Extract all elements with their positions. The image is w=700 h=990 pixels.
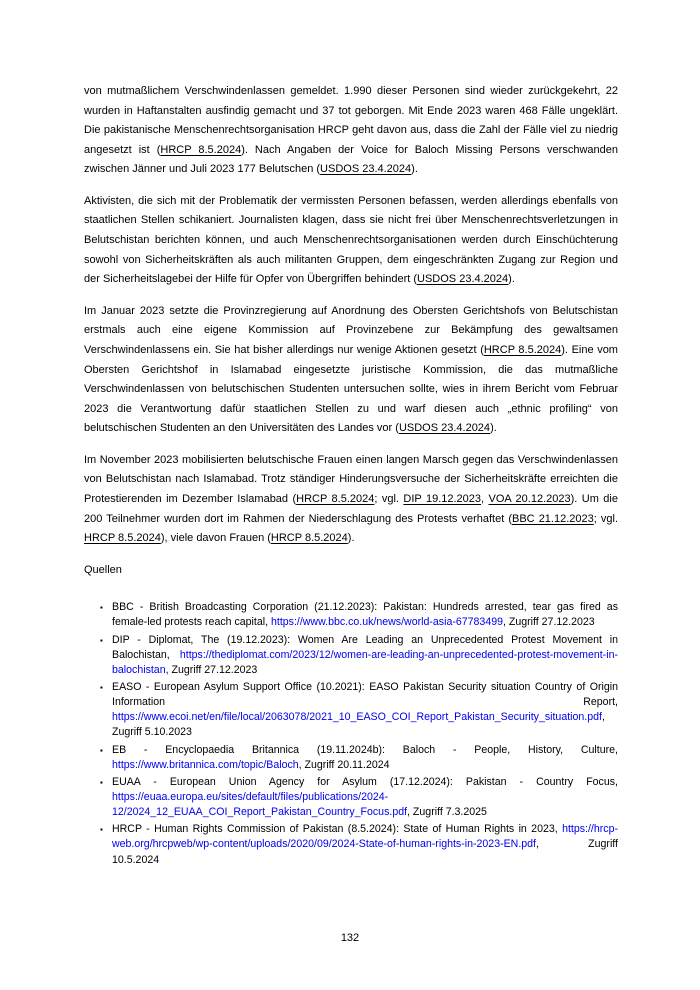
paragraph-text: ).: [347, 532, 355, 545]
paragraph-text: ). Nach Angaben der Voice for Baloch Missing Persons verschwanden zwischen Jänner und Juli 2023 177 Belutschen (: [84, 143, 618, 176]
bullet-icon: ▪: [100, 683, 103, 692]
source-item: [100, 600, 618, 630]
source-text: [112, 680, 618, 741]
citation-reference[interactable]: HRCP 8.5.2024: [84, 532, 161, 545]
source-link[interactable]: https://www.bbc.co.uk/news/world-asia-67783499: [270, 616, 503, 629]
source-access-date: , Zugriff 5.10.2023: [112, 711, 605, 739]
paragraph-text: ).: [508, 273, 515, 286]
page-number: 132: [340, 932, 360, 944]
source-item: [100, 775, 618, 820]
paragraph-text: ), viele davon Frauen (: [160, 532, 271, 545]
citation-reference[interactable]: HRCP 8.5.2024: [296, 492, 375, 505]
body-paragraph: [84, 192, 618, 290]
document-body: [84, 82, 618, 549]
source-description: HRCP - Human Rights Commission of Pakistan (8.5.2024): State of Human Rights in 2023,: [112, 823, 563, 836]
paragraph-text: Im November 2023 mobilisierten belutschische Frauen einen langen Marsch gegen das Verschwindenlassen von Belutschistan nach Islamabad. Trotz ständiger Hinderungsversuche der Sicherheitskräfte erreichten die Protestierenden im Dezember Islamabad (: [84, 453, 618, 505]
paragraph-text: von mutmaßlichem Verschwindenlassen gemeldet. 1.990 dieser Personen sind wieder zurückgekehrt, 22 wurden in Haftanstalten ausfindig gemacht und 37 tot geborgen. Mit Ende 2023 waren 468 Fälle ungeklärt. Die pakistanische Menschenrechtsorganisation HRCP geht davon aus, dass die Zahl der Fälle viel zu niedrig angesetzt ist (: [84, 85, 618, 156]
body-paragraph: [84, 82, 618, 180]
source-access-date: , Zugriff 7.3.2025: [407, 806, 487, 819]
source-item: [100, 822, 618, 867]
source-access-date: , Zugriff 10.5.2024: [112, 838, 618, 866]
paragraph-text: Im Januar 2023 setzte die Provinzregierung auf Anordnung des Obersten Gerichtshofs von Belutschistan erstmals auch eine eigene Kommission auf Provinzebene zur Bekämpfung des gewaltsamen Verschwindenlassens ein. Sie hat bisher allerdings nur wenige Aktionen gesetzt (: [84, 304, 618, 356]
source-text: [112, 775, 618, 820]
source-access-date: , Zugriff 20.11.2024: [298, 758, 390, 771]
paragraph-text: ). Um die 200 Teilnehmer wurden dort im Rahmen der Niederschlagung des Protests verhaftet (: [84, 492, 618, 525]
citation-reference[interactable]: DIP 19.12.2023: [403, 492, 482, 505]
bullet-icon: ▪: [100, 825, 103, 835]
source-item: [100, 680, 618, 741]
source-description: DIP - Diplomat, The (19.12.2023): Women Are Leading an Unprecedented Protest Movement in Balochistan,: [112, 633, 618, 661]
document-content: [84, 82, 618, 870]
paragraph-text: ,: [481, 492, 489, 505]
paragraph-text: ; vgl.: [593, 512, 618, 525]
source-description: EASO - European Asylum Support Office (10.2021): EASO Pakistan Security situation Country of Origin Information Report,: [112, 681, 618, 709]
source-access-date: , Zugriff 27.12.2023: [165, 663, 258, 676]
source-link[interactable]: https://hrcp-web.org/hrcpweb/wp-content/uploads/2020/09/2024-State-of-human-rights-in-2023-EN.pdf: [112, 823, 618, 851]
paragraph-text: ; vgl.: [374, 492, 404, 505]
citation-reference[interactable]: USDOS 23.4.2024: [320, 163, 412, 176]
source-link[interactable]: https://thediplomat.com/2023/12/women-are-leading-an-unprecedented-protest-movement-in-balochistan: [112, 648, 618, 676]
sources-heading: Quellen: [84, 563, 122, 576]
source-link[interactable]: https://euaa.europa.eu/sites/default/files/publications/2024-12/2024_12_EUAA_COI_Report_Pakistan_Country_Focus.pdf: [112, 790, 408, 819]
bullet-icon: ▪: [100, 745, 103, 755]
paragraph-text: ).: [411, 163, 418, 176]
bullet-icon: ▪: [100, 635, 103, 645]
citation-reference[interactable]: BBC 21.12.2023: [512, 512, 594, 525]
source-text: [112, 743, 618, 773]
citation-reference[interactable]: HRCP 8.5.2024: [270, 532, 348, 545]
citation-reference[interactable]: VOA 20.12.2023: [488, 492, 571, 505]
source-access-date: , Zugriff 27.12.2023: [503, 616, 595, 629]
paragraph-text: Aktivisten, die sich mit der Problematik der vermissten Personen befassen, werden allerdings ebenfalls von staatlichen Stellen schikaniert. Journalisten klagen, dass sie nicht frei über Menschenrechtsverletzungen in Belutschistan berichten können, und auch Menschenrechtsorganisationen werden durch Einschüchterung sowohl von Sicherheitskräften als auch militanten Gruppen, dem eingeschränkten Zugang zur Region und der Sicherheitslagebei der Hilfe für Opfer von Übergriffen behindert (: [84, 194, 618, 286]
sources-list: [100, 600, 618, 867]
paragraph-text: ).: [490, 422, 497, 435]
citation-reference[interactable]: HRCP 8.5.2024: [483, 343, 562, 356]
source-description: EB - Encyclopaedia Britannica (19.11.2024b): Baloch - People, History, Culture,: [112, 743, 618, 756]
source-link[interactable]: https://www.britannica.com/topic/Baloch: [112, 758, 299, 771]
source-link[interactable]: https://www.ecoi.net/en/file/local/2063078/2021_10_EASO_COI_Report_Pakistan_Security_situation.pdf: [112, 711, 602, 724]
source-description: EUAA - European Union Agency for Asylum (17.12.2024): Pakistan - Country Focus,: [112, 775, 618, 788]
source-item: [100, 743, 618, 773]
source-text: [112, 822, 618, 867]
bullet-icon: ▪: [100, 603, 103, 613]
body-paragraph: [84, 302, 618, 439]
paragraph-text: ). Eine vom Obersten Gerichtshof in Islamabad eingesetzte juristische Kommission, die das mutmaßliche Verschwindenlassen von belutschischen Studenten untersuchen sollte, wies in ihrem Bericht vom Februar 2023 die Verantwortung dafür staatlichen Stellen zu und warf diesen auch „ethnic profiling“ von belutschischen Studenten an den Universitäten des Landes vor (: [84, 343, 618, 435]
source-text: [112, 633, 618, 678]
citation-reference[interactable]: HRCP 8.5.2024: [160, 143, 242, 156]
source-description: BBC - British Broadcasting Corporation (21.12.2023): Pakistan: Hundreds arrested, tear gas fired as female-led protests reach capital,: [112, 601, 618, 629]
source-text: [112, 600, 618, 630]
body-paragraph: [84, 451, 618, 549]
citation-reference[interactable]: USDOS 23.4.2024: [417, 273, 509, 286]
bullet-icon: ▪: [100, 777, 103, 787]
source-item: [100, 633, 618, 678]
citation-reference[interactable]: USDOS 23.4.2024: [398, 422, 491, 435]
